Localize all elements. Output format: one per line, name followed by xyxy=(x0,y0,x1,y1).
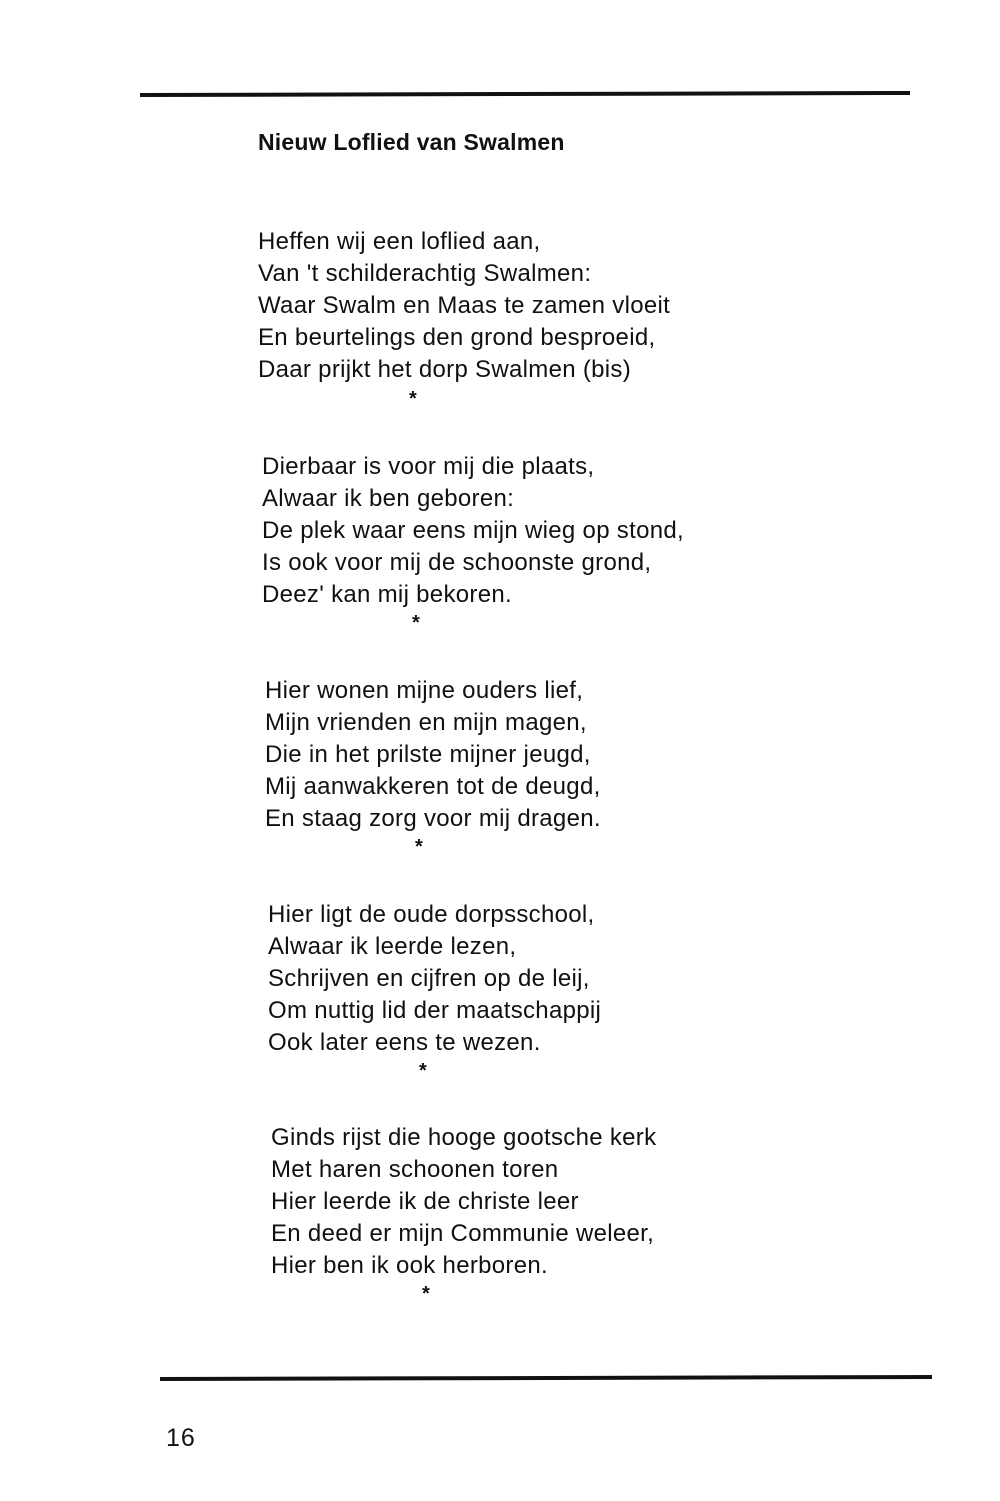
poem-title: Nieuw Loflied van Swalmen xyxy=(258,129,565,155)
stanza-line: Dierbaar is voor mij die plaats, xyxy=(262,453,595,480)
stanza-line: De plek waar eens mijn wieg op stond, xyxy=(262,517,684,544)
stanza-line: En deed er mijn Communie weleer, xyxy=(271,1220,655,1247)
stanza-line: Mij aanwakkeren tot de deugd, xyxy=(265,773,601,800)
stanza-2 xyxy=(262,451,684,611)
stanza-line: Mijn vrienden en mijn magen, xyxy=(265,709,587,736)
stanza-line: Met haren schoonen toren xyxy=(271,1156,559,1183)
stanza-line: Hier leerde ik de christe leer xyxy=(271,1188,579,1215)
page-number: 16 xyxy=(166,1424,196,1452)
stanza-1 xyxy=(258,226,670,386)
stanza-separator: * xyxy=(412,612,420,634)
stanza-line: Ginds rijst die hooge gootsche kerk xyxy=(271,1124,657,1151)
stanza-line: En beurtelings den grond besproeid, xyxy=(258,324,656,351)
stanza-line: Waar Swalm en Maas te zamen vloeit xyxy=(258,292,671,319)
stanza-separator: * xyxy=(422,1283,430,1305)
stanza-line: Daar prijkt het dorp Swalmen (bis) xyxy=(258,356,632,383)
stanza-line: Schrijven en cijfren op de leij, xyxy=(268,965,590,992)
stanza-3 xyxy=(265,675,601,835)
top-rule xyxy=(140,91,910,97)
stanza-line: Is ook voor mij de schoonste grond, xyxy=(262,549,652,576)
stanza-line: Heffen wij een loflied aan, xyxy=(258,228,541,255)
stanza-line: Die in het prilste mijner jeugd, xyxy=(265,741,591,768)
stanza-separator: * xyxy=(419,1060,427,1082)
stanza-line: Alwaar ik ben geboren: xyxy=(262,485,515,512)
stanza-5 xyxy=(271,1122,656,1282)
stanza-line: Van 't schilderachtig Swalmen: xyxy=(258,260,592,287)
stanza-line: Alwaar ik leerde lezen, xyxy=(268,933,517,960)
stanza-line: Hier ben ik ook herboren. xyxy=(271,1252,548,1279)
stanza-line: Om nuttig lid der maatschappij xyxy=(268,997,602,1024)
stanza-line: Deez' kan mij bekoren. xyxy=(262,581,512,608)
stanza-4 xyxy=(268,899,601,1059)
stanza-line: En staag zorg voor mij dragen. xyxy=(265,805,601,832)
bottom-rule xyxy=(160,1375,932,1381)
stanza-line: Ook later eens te wezen. xyxy=(268,1029,541,1056)
stanza-line: Hier wonen mijne ouders lief, xyxy=(265,677,584,704)
stanza-separator: * xyxy=(409,388,417,410)
stanza-separator: * xyxy=(415,836,423,858)
stanza-line: Hier ligt de oude dorpsschool, xyxy=(268,901,595,928)
